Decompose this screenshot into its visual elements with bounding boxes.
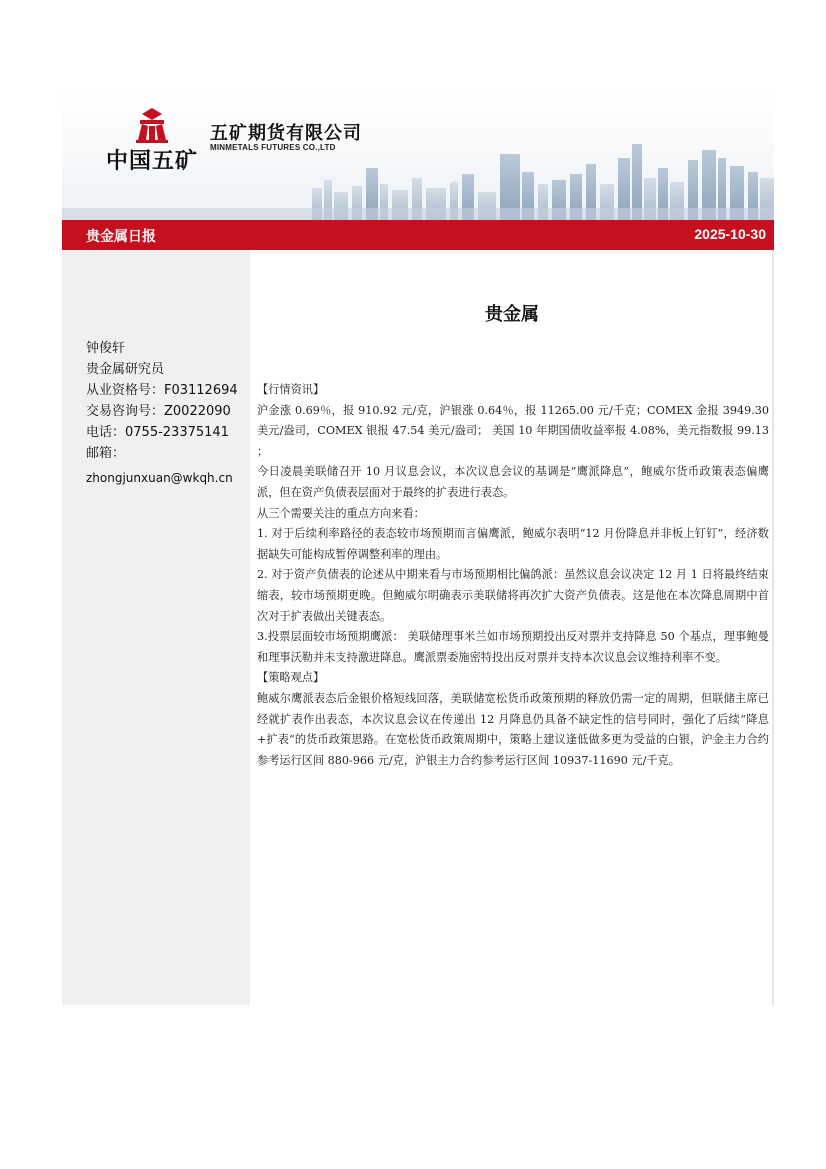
paragraph-point-1: 1. 对于后续利率路径的表态较市场预期而言偏鹰派，鲍威尔表明“12 月份降息并非板上钉钉”，经济数据缺失可能构成暂停调整利率的理由。 (257, 527, 769, 561)
qualification-number: 从业资格号：F03112694 (86, 383, 238, 398)
paragraph-strategy: 鲍威尔鹰派表态后金银价格短线回落，美联储宽松货币政策预期的释放仍需一定的周期，但联储主席已经就扩表作出表态，本次议息会议在传递出 12 月降息仍具备不缺定性的信号同时，强化了后续“降息+扩表“的货币政策思路。在宽松货币政策周期中，策略上建议逢低做多更为受益的白银，沪金主力合约参考运行区间 880-966 元/克，沪银主力合约参考运行区间 10937-11690 元/千克。 (257, 691, 769, 767)
china-minmetals-logo-text: 中国五矿 (106, 149, 199, 174)
page-title: 贵金属 (485, 304, 539, 325)
company-name-cn: 五矿期货有限公司 (210, 123, 362, 144)
minmetals-emblem-icon (132, 106, 172, 144)
author-name: 钟俊轩 (86, 341, 126, 356)
phone-number: 电话：0755-23375141 (86, 425, 229, 440)
report-banner (62, 220, 774, 250)
paragraph-point-3: 3.投票层面较市场预期鹰派： 美联储理事米兰如市场预期投出反对票并支持降息 50 个基点，理事鲍曼和理事沃勒并未支持激进降息。鹰派票委施密特投出反对票并支持本次议息会议维持利率不变。 (257, 630, 769, 664)
content-right-border (772, 250, 774, 1005)
consulting-number: 交易咨询号：Z0022090 (86, 404, 231, 419)
company-name-en: MINMETALS FUTURES CO.,LTD (210, 143, 336, 152)
paragraph-prices: 沪金涨 0.69％，报 910.92 元/克，沪银涨 0.64％，报 11265.00 元/千克；COMEX 金报 3949.30 美元/盎司，COMEX 银报 47.54 美元/盎司； 美国 10 年期国债收益率报 4.08%，美元指数报 99.13 ； (257, 403, 769, 458)
paragraph-fomc-summary: 今日凌晨美联储召开 10 月议息会议，本次议息会议的基调是“鹰派降息”，鲍威尔货币政策表态偏鹰派，但在资产负债表层面对于最终的扩表进行表态。 (257, 465, 769, 499)
email-address[interactable]: zhongjunxuan@wkqh.cn (86, 471, 233, 485)
report-name: 贵金属日报 (86, 229, 156, 245)
author-info (86, 338, 238, 489)
report-date: 2025-10-30 (694, 226, 766, 242)
paragraph-focus-intro: 从三个需要关注的重点方向来看： (257, 506, 425, 520)
section-heading-market-news: 【行情资讯】 (257, 383, 325, 396)
paragraph-point-2: 2. 对于资产负债表的论述从中期来看与市场预期相比偏鸽派：虽然议息会议决定 12 月 1 日将最终结束缩表，较市场预期更晚。但鲍威尔明确表示美联储将再次扩大资产负债表。这是他在本次降息周期中首次对于扩表做出关键表态。 (257, 568, 769, 623)
report-body (257, 380, 769, 771)
email-label: 邮箱： (86, 446, 126, 461)
author-role: 贵金属研究员 (86, 362, 165, 377)
report-header (62, 88, 774, 220)
author-sidebar (62, 250, 250, 1005)
section-heading-strategy: 【策略观点】 (257, 671, 325, 685)
